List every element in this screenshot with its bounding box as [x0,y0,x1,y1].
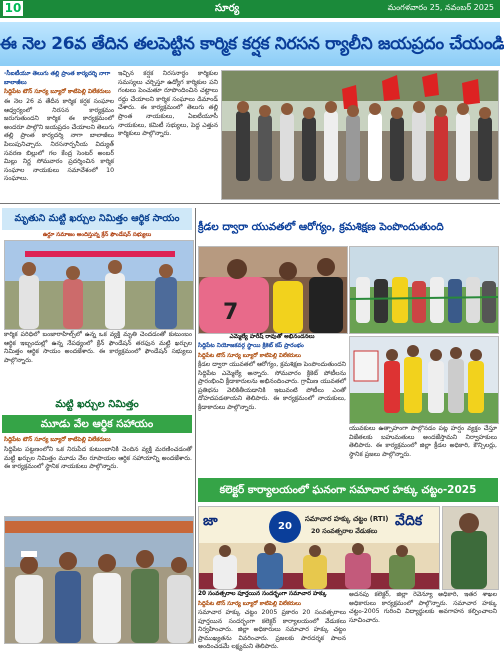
story1-dateline: సిద్దిపేట టౌన్ సూర్య బ్యూరో కాటిపెల్లి విలేకరులు [4,89,111,95]
issue-date: మంగళవారం 25, నవంబర్ 2025 [387,3,494,12]
story3-dateline: సిద్దిపేట టౌన్ సూర్య బ్యూరో కాటిపెల్లి విలేకరులు [4,437,111,443]
column-divider [195,208,196,643]
story5-body-2: అదనపు కలెక్టర్, జిల్లా రెవెన్యూ అధికారి, ఇతర శాఖల అధికారులు కార్యక్రమంలో పాల్గొన్నారు. సమాచార హక్కు చట్టం-2005 గురించి విద్యార్థులకు అవగాహన కల్పించాలని సూచించారు. [349,591,497,624]
story4-dateline: సిద్దిపేట టౌన్ సూర్య బ్యూరో కాటిపెల్లి విలేకరులు [198,353,301,359]
story4-body-2: యువకులు ఉత్సాహంగా పాల్గొనడం పట్ల హర్షం వ్యక్తం చేస్తూ విజేతలకు బహుమతులు అందజేస్తామని నిర్వాహకులు తెలిపారు. ఈ కార్యక్రమంలో జిల్లా క్రీడల అధికారి, కౌన్సిలర్లు, స్థానిక ప్రజలు పాల్గొన్నారు. [349,425,497,458]
story4-headline: క్రీడల ద్వారా యువతలో ఆరోగ్యం, క్రమశిక్షణ పెంపొందుతుంది [198,221,444,233]
cricket-photo-1 [198,246,348,334]
story1-col2: ఇచ్చిన కర్షక నిరసనార్ధం కార్మికుల సమస్యలు చర్చిస్తూ ఉద్యోగ కార్మికుల పని గంటలు పెంచుతూ రూపొందించిన చట్టాలు రద్దు చేయాలని కార్మిక సంఘాలు డిమాండ్ చేశారు. ఈ కార్యక్రమంలో తెలుగు తల్లి ప్రాంత నాయకులు, ఏఐటీయూసీ నాయకులు, కమిటీ సభ్యులు, పెద్ద ఎత్తున కార్మికులు పాల్గొన్నారు. [118,70,218,138]
rti-banner-subtitle: 20 సంవత్సరాల వేడుకలు [311,527,378,535]
story5-photo-caption: 20 సంవత్సరాల పూర్తయిన సందర్భంగా సమాచార హక్కు [198,591,327,597]
main-headline: ఈ నెల 26వ తేదిన తలపెట్టిన కార్మిక కర్షక నిరసన ర్యాలీని జయప్రదం చేయండి [0,22,500,66]
rti-side-photo [442,506,499,590]
rti-event-photo [198,506,440,590]
svg-text:7: 7 [223,300,239,325]
story4-photo-caption: ఎమ్మెల్యే హరీష్ రావుతో అభినందనలు [229,334,315,340]
divider [0,203,500,204]
paper-name: సూర్య [215,3,240,14]
page-number: 10 [4,1,22,15]
story5-headline: కలెక్టర్ కార్యాలయంలో ఘనంగా సమాచార హక్కు చట్టం-2025 [198,478,498,502]
story2-subhead: ఉర్దూ సమాజం అందిస్తున్న క్రేన్ ఫౌండేషన్ సభ్యులు [42,232,152,238]
rally-photo [221,70,499,200]
story2-headline: మృతుని మట్టి ఖర్చుల నిమిత్తం ఆర్థిక సాయం [2,208,192,230]
rti-banner-right-text: వేదిక [395,513,423,529]
rti-banner-title: సమాచార హక్కు చట్టం (RTI) [305,515,389,523]
donation-photo [4,516,194,644]
story2-body: కార్మిక పరిధిలో బంజారాహిల్స్‌లో ఉన్న ఒక వ్యక్తి మృతి చెందడంతో కుటుంబం ఆర్థిక ఇబ్బందుల్లో ఉన్న నేపథ్యంలో క్రేన్ ఫౌండేషన్ తరఫున మట్టి ఖర్చుల నిమిత్తం ఆర్థిక సాయం అందజేశారు. ఈ కార్యక్రమంలో ఫౌండేషన్ సభ్యులు పాల్గొన్నారు. [4,331,192,364]
story5-dateline: సిద్దిపేట టౌన్ సూర్య బ్యూరో కాటిపెల్లి విలేకరులు [198,601,301,607]
rti-logo: 20 [269,511,301,543]
story4-body: క్రీడల ద్వారా యువతలో ఆరోగ్యం, క్రమశిక్షణ పెంపొందుతుందని సిద్దిపేట ఎమ్మెల్యే అన్నారు. సోమవారం క్రికెట్ పోటీలను ప్రారంభించి క్రీడాకారులను అభినందించారు. గ్రామీణ యువతలో ప్రతిభను వెలికితీయడానికి ఇటువంటి పోటీలు ఎంతో దోహదపడతాయని తెలిపారు. ఈ కార్యక్రమంలో నాయకులు, క్రీడాకారులు పాల్గొన్నారు. [198,361,346,411]
story1-col1: ఈ నెల 26 వ తేదీన కార్మిక కర్షక సంఘాల ఆధ్వర్యంలో నిరసన కార్యక్రమం జరుగుతుందని కార్మిక ఈ కార్యక్రమంలో అందరూ పాల్గొని జయప్రదం చేయాలని తెలుగు తల్లి ప్రాంత కార్యదర్శి నాగా బాలాజీలు పిలుపునిచ్చారు. నిరసనార్పనీయ విద్యుత్ సవరణ బిల్లులో గల కేంద్ర సెంటర్ అంబర్ మిల్లు నిర్ణ సోమవారం ప్రదర్శించిన కార్మిక సంఘాల నాయకులు సమావేశంలో 10 సంఘాలు. [4,98,114,183]
story1-subhead: -సీఐటీయూ తెలుగు తల్లి ప్రాంత కార్యదర్శి నాగా బాలాజీలు [4,71,111,86]
story3-body: సిద్దిపేట పట్టణంలోని ఒక నిరుపేద కుటుంబానికి చెందిన వ్యక్తి మరణించడంతో మట్టి ఖర్చుల నిమిత్తం మూడు వేల రూపాయల ఆర్థిక సహాయాన్ని అందజేశారు. ఈ కార్యక్రమంలో స్థానిక నాయకులు పాల్గొన్నారు. [4,446,192,471]
rti-banner-left-text: జా [203,513,218,529]
story3-headline-2: మూడు వేల ఆర్థిక సహాయం [2,415,192,433]
aid-photo [4,240,194,330]
story4-subhead: సిద్దిపేట నియోజకవర్గ స్థాయి క్రికెట్ కప్ ప్రారంభం [198,343,304,349]
story3-headline-1: మట్టి ఖర్చుల నిమిత్తం [55,399,139,410]
story5-body: సమాచార హక్కు చట్టం 2005 ప్రకారం 20 సంవత్సరాలు పూర్తయిన సందర్భంగా కలెక్టర్ కార్యాలయంలో వేడుకలు నిర్వహించారు. జిల్లా అధికారులు సమాచార హక్కు చట్టం ప్రాముఖ్యతను వివరించారు. ప్రజలకు పారదర్శక పాలన అందించడమే లక్ష్యమని తెలిపారు. [198,609,346,651]
cricket-photo-2 [349,246,499,334]
cricket-photo-3 [349,336,499,424]
